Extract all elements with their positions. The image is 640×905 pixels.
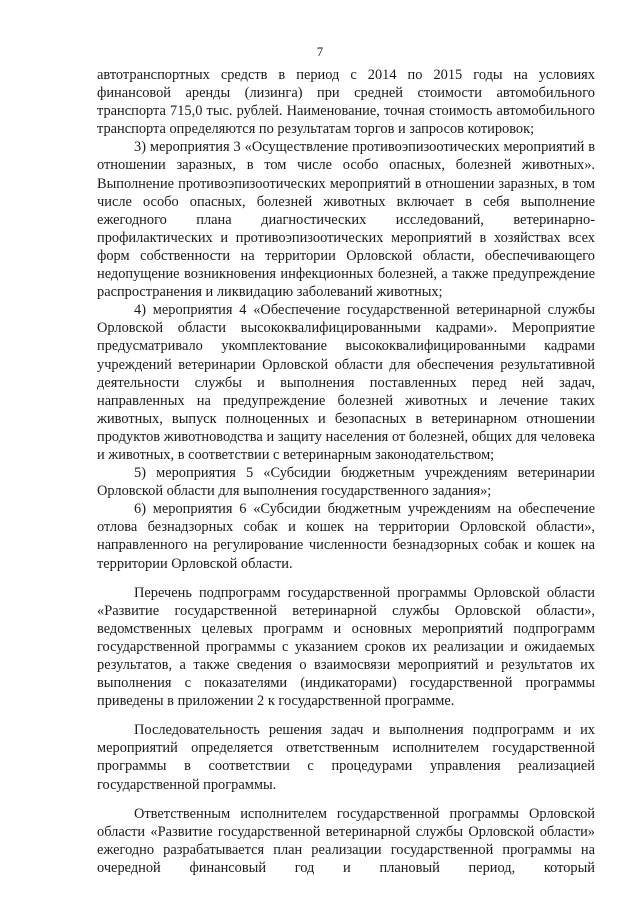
paragraph-responsible-executor: Ответственным исполнителем государственной программы Орловской области «Развитие государственной ветеринарной службы Орловской области» ежегодно разрабатывается план реализации государственной программы на очередной финансовый год и плановый период, который <box>97 805 595 876</box>
paragraph-measure-4: 4) мероприятия 4 «Обеспечение государственной ветеринарной службы Орловской области высококвалифицированными кадрами». Мероприятие предусматривало укомплектование высококвалифицированными кадрами учреждений ветеринарии Орловской области для обеспечения результативной деятельности службы и выполнения поставленных перед ней задач, направленных на предупреждение болезней животных и лечение таких животных, выпуск полноценных и безопасных в ветеринарном отношении продуктов животноводства и защиту населения от болезней, общих для человека и животных, в соответствии с ветеринарным законодательством; <box>97 302 595 463</box>
paragraph-measure-5: 5) мероприятия 5 «Субсидии бюджетным учреждениям ветеринарии Орловской области для выполнения государственного задания»; <box>97 465 595 500</box>
document-body <box>97 66 595 877</box>
paragraph-sequence: Последовательность решения задач и выполнения подпрограмм и их мероприятий определяется ответственным исполнителем государственной программы в соответствии с процедурами управления реализацией государственной программы. <box>97 722 595 793</box>
paragraph-subprograms-list: Перечень подпрограмм государственной программы Орловской области «Развитие государственной ветеринарной службы Орловской области», ведомственных целевых программ и основных мероприятий подпрограмм государственной программы с указанием сроков их реализации и ожидаемых результатов, а также сведения о взаимосвязи мероприятий и результатов их выполнения с показателями (индикаторами) государственной программы приведены в приложении 2 к государственной программе. <box>97 584 595 710</box>
page-number: 7 <box>316 44 324 59</box>
paragraph-measure-3: 3) мероприятия 3 «Осуществление противоэпизоотических мероприятий в отношении заразных, в том числе особо опасных, болезней животных». Выполнение противоэпизоотических мероприятий в отношении заразных, в том числе особо опасных, болезней животных включает в себя выполнение ежегодного плана диагностических исследований, ветеринарно-профилактических и противоэпизоотических мероприятий в хозяйствах всех форм собственности на территории Орловской области, обеспечивающего недопущение возникновения инфекционных болезней, а также предупреждение распространения и ликвидацию заболеваний животных; <box>97 139 595 301</box>
paragraph-lizing: автотранспортных средств в период с 2014 по 2015 годы на условиях финансовой аренды (лизинга) при средней стоимости автомобильного транспорта 715,0 тыс. рублей. Наименование, точная стоимость автомобильного транспорта определяются по результатам торгов и запросов котировок; <box>97 67 595 138</box>
paragraph-measure-6: 6) мероприятия 6 «Субсидии бюджетным учреждениям на обеспечение отлова безнадзорных собак и кошек на территории Орловской области», направленного на регулирование численности безнадзорных собак и кошек на территории Орловской области. <box>97 501 595 572</box>
